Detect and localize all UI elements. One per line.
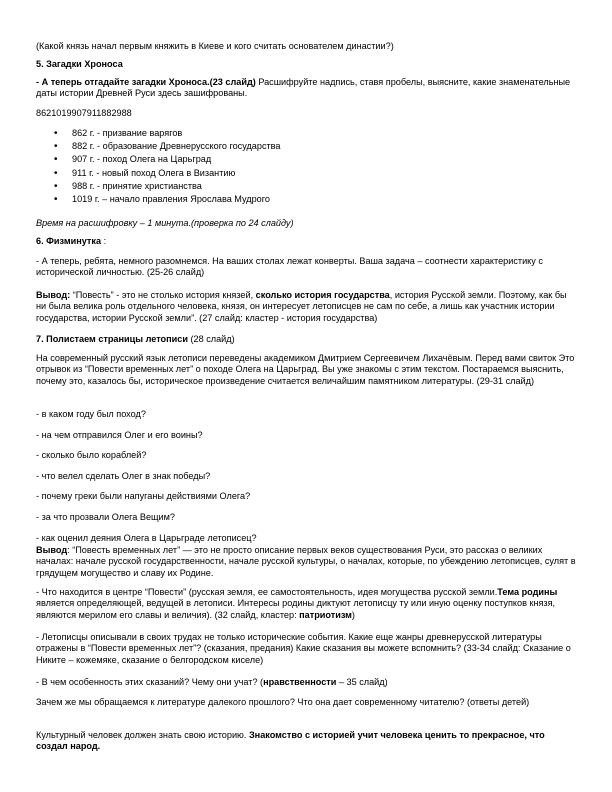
question-item: - сколько было кораблей?: [36, 450, 147, 460]
section-5-heading: [36, 59, 576, 70]
question-item: - как оценил деяния Олега в Царьграде летописец?: [36, 533, 257, 543]
list-item: • 988 г. - принятие христианства: [36, 180, 576, 193]
center-text-c: ): [351, 609, 355, 620]
list-item: • 1019 г. – начало правления Ярослава Мудрого: [36, 193, 576, 206]
final-bold: Знакомство с историей учит человека ценить то прекрасное, что создал народ.: [36, 730, 545, 752]
why-question: Зачем же мы обращаемся к литературе далекого прошлого? Что она дает современному читателю? (ответы детей): [36, 697, 530, 707]
section-7-heading: [36, 334, 576, 345]
section-5-lead: [36, 77, 576, 100]
conclusion-text: : “Повесть временных лет” — это не просто описание первых веков существования Руси, это рассказ о великих началах: начале русской государственности, начале русской культуры, о началах, которые, по убеждению летописцев, сулят в грядущем могущество и славу их Родине.: [36, 545, 576, 578]
question-item: - что велел сделать Олег в знак победы?: [36, 471, 211, 481]
dates-list: [36, 127, 576, 206]
center-text-a: - Что находится в центре “Повести” (русская земля, ее самостоятельность, идея могущества русской земли.: [36, 587, 498, 597]
section-7-heading-text: 7. Полистаем страницы летописи: [36, 334, 188, 344]
conclusion-text-a: “Повесть” - это не столько история князей,: [70, 290, 256, 300]
conclusion-label: Вывод:: [36, 290, 71, 300]
section-7-heading-tail: (28 слайд): [187, 334, 235, 344]
question-item: - в каком году был поход?: [36, 409, 146, 419]
section-5-lead-text: Расшифруйте надпись, ставя пробелы, выясните, какие знаменательные даты истории Древней Руси здесь зашифрованы.: [36, 77, 571, 99]
section-5-heading-text: 5. Загадки Хроноса: [36, 59, 123, 69]
time-note-text: Время на расшифровку – 1 минута.(проверка по 24 слайду): [36, 218, 294, 228]
final-statement: [36, 730, 576, 753]
conclusion-bold: сколько история государства: [255, 290, 390, 300]
section-6-heading: [36, 236, 576, 247]
center-question: [36, 587, 576, 621]
final-text: Культурный человек должен знать свою историю.: [36, 730, 249, 740]
list-item: • 907 г. - поход Олега на Царьград: [36, 153, 576, 166]
list-item: • 911 г. - новый поход Олега в Византию: [36, 167, 576, 180]
center-text-b: является определяющей, ведущей в летописи. Интересы родины диктуют летописцу ту или иную оценку поступков князя, являются мерилом его славы и величия). (32 слайд, кластер:: [36, 598, 556, 620]
conclusion-text-b: , история Русской земли. Поэтому, как бы ни была велика роль отдельного человека, князя, он интересует летописцев не сам по себе, а лишь как участник истории государства, истории Русской земли”. (27 слайд: кластер - история государства): [36, 290, 567, 323]
section-6-conclusion: [36, 290, 576, 324]
question-item: - за что прозвали Олега Вещим?: [36, 512, 176, 522]
question-item: - почему греки были напуганы действиями Олега?: [36, 491, 251, 501]
center-bold-2: патриотизм: [299, 609, 352, 620]
question-item: - на чем отправился Олег и его воины?: [36, 430, 203, 440]
section-5-lead-bold: - А теперь отгадайте загадки Хроноса.(23 слайд): [36, 77, 256, 87]
genres-question: - Летописцы описывали в своих трудах не только исторические события. Какие еще жанры древнерусской литературы отражены в “Повести временных лет”? (сказания, предания) Какие сказания вы можете вспомнить? (33-34 слайд: Сказание о Никите – кожемяке, сказание о белгородском киселе): [36, 632, 571, 665]
legends-bold: нравственности: [263, 677, 337, 687]
encoded-number: 8621019907911882988: [36, 108, 132, 118]
legends-question: [36, 677, 576, 688]
legends-text-b: – 35 слайд): [336, 677, 388, 687]
center-bold: Тема родины: [497, 587, 558, 597]
section-6-task: - А теперь, ребята, немного разомнемся. На ваших столах лежат конверты. Ваша задача – соотнести характеристику с исторической личностью. (25-26 слайд): [36, 256, 543, 278]
section-7-conclusion: [36, 545, 576, 579]
section-6-heading-text: 6. Физминутка: [36, 236, 102, 246]
conclusion-label: Вывод: [36, 545, 68, 555]
list-item: • 862 г. - призвание варягов: [36, 127, 576, 140]
legends-text-a: - В чем особенность этих сказаний? Чему они учат? (: [36, 677, 264, 687]
section-7-intro: На современный русский язык летописи переведены академиком Дмитрием Сергеевичем Лихачёвым. Перед вами свиток Это отрывок из “Повести временных лет” о походе Олега на Царьград. Вы уже знакомы с этим текстом. Постараемся выяснить, почему это, казалось бы, историческое произведение считается величайшим памятником литературы. (29-31 слайд): [36, 353, 575, 386]
section-6-heading-tail: :: [101, 236, 107, 246]
intro-question: (Какой князь начал первым княжить в Киеве и кого считать основателем династии?): [36, 41, 394, 51]
list-item: • 882 г. - образование Древнерусского государства: [36, 140, 576, 153]
time-note: [36, 218, 576, 229]
